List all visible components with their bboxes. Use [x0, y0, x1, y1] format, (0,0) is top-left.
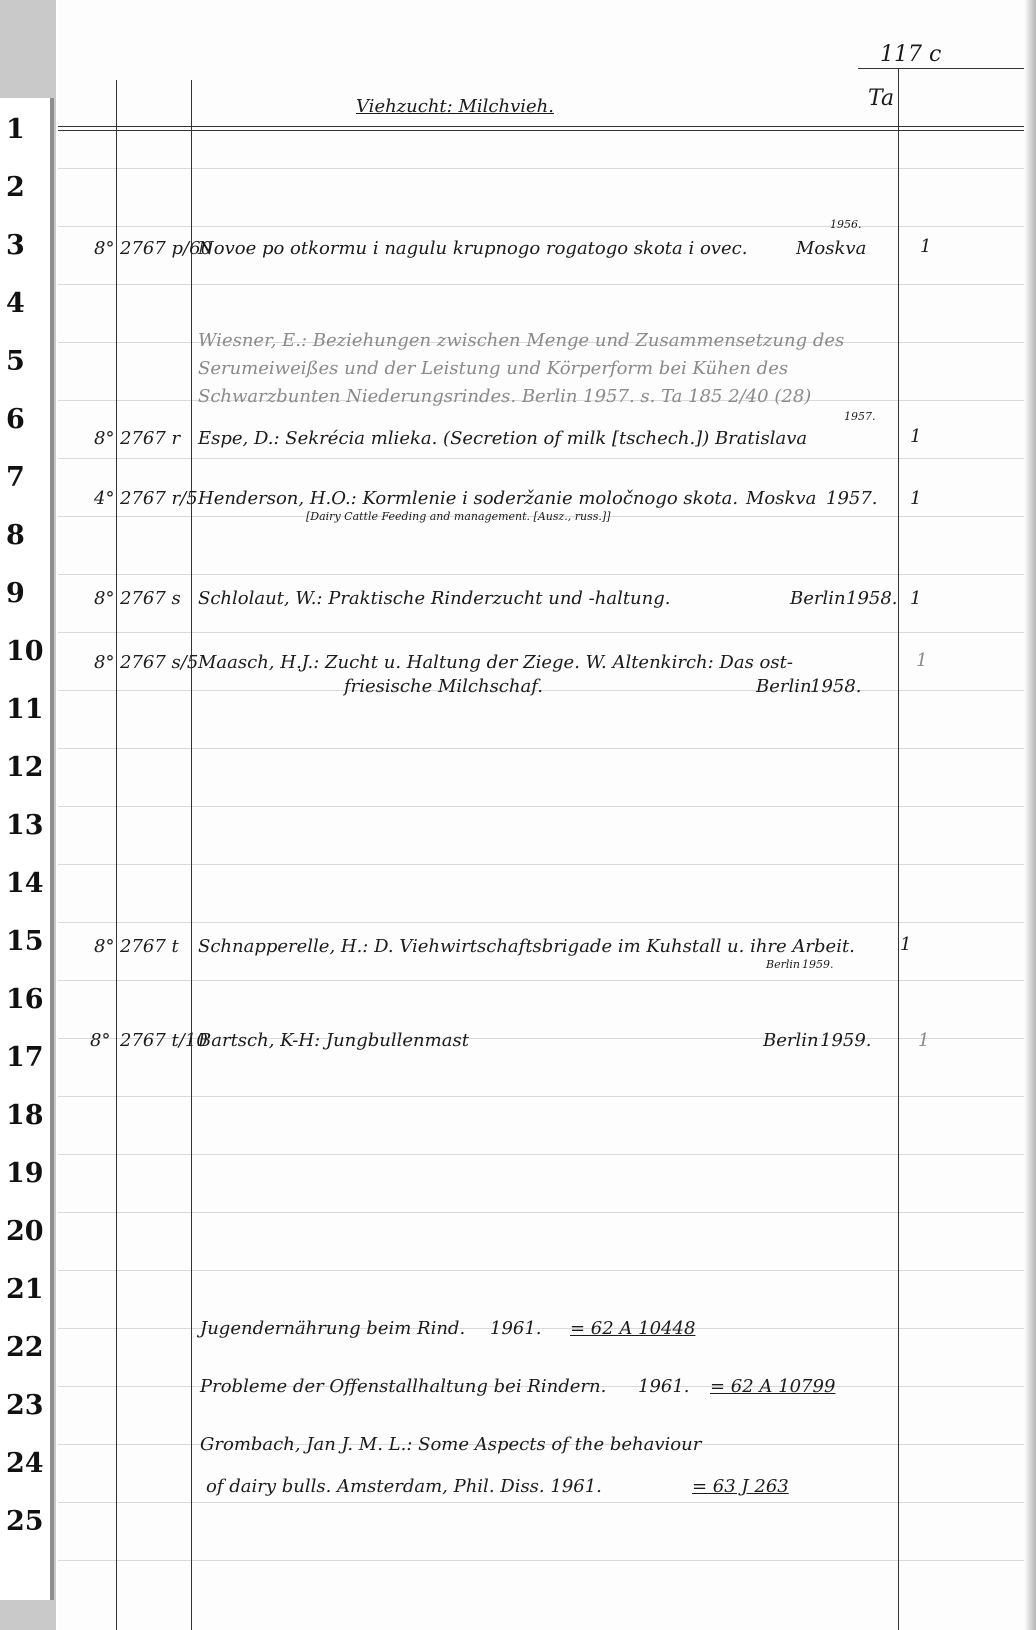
line-number: 11 [6, 694, 44, 725]
line-number: 3 [6, 230, 25, 261]
entry-count: 1 [910, 426, 922, 447]
line-number: 15 [6, 926, 44, 957]
page-title: Viehzucht: Milchvieh. [356, 96, 554, 117]
ruled-line [58, 1154, 1024, 1155]
ruled-line [58, 1212, 1024, 1213]
entry-shelfmark: = 62 A 10799 [710, 1376, 836, 1397]
entry-line: friesische Milchschaf. [344, 676, 543, 697]
column-line [898, 68, 899, 1630]
ruled-line [58, 922, 1024, 923]
entry-shelfmark: 2767 p/60 [120, 238, 213, 259]
line-number: 8 [6, 520, 25, 551]
line-number: 24 [6, 1448, 44, 1479]
entry-count: 1 [920, 236, 932, 257]
entry-place: Moskva [746, 488, 817, 509]
entry-title: Wiesner, E.: Beziehungen zwischen Menge und Zusammensetzung des [198, 330, 845, 351]
entry-format: 8° [94, 652, 115, 673]
entry-shelfmark: 2767 t/10 [120, 1030, 208, 1051]
entry-year: 1959. [820, 1030, 872, 1051]
entry-count: 1 [910, 488, 922, 509]
ruled-line [58, 1096, 1024, 1097]
entry-count: 1 [916, 650, 928, 671]
entry-format: 8° [94, 428, 115, 449]
entry-shelfmark: = 62 A 10448 [570, 1318, 696, 1339]
entry-format: 8° [90, 1030, 111, 1051]
line-number: 13 [6, 810, 44, 841]
line-number: 6 [6, 404, 25, 435]
entry-title: Grombach, Jan J. M. L.: Some Aspects of the behaviour [200, 1434, 702, 1455]
entry-shelfmark: 2767 t [120, 936, 179, 957]
line-number: 25 [6, 1506, 44, 1537]
entry-line: Serumeiweißes und der Leistung und Körperform bei Kühen des [198, 358, 789, 379]
entry-count: 1 [918, 1030, 930, 1051]
ledger-page [58, 0, 1024, 1630]
entry-format: 4° [94, 488, 115, 509]
line-number: 18 [6, 1100, 44, 1131]
entry-year: 1957. [826, 488, 878, 509]
line-number: 17 [6, 1042, 44, 1073]
entry-year: 1958. [846, 588, 898, 609]
entry-place: Berlin [766, 958, 800, 971]
column-line [116, 80, 117, 1630]
entry-shelfmark: = 63 J 263 [692, 1476, 789, 1497]
ruled-line [58, 1560, 1024, 1561]
header-rule [58, 126, 1024, 127]
entry-format: 8° [94, 238, 115, 259]
line-number: 23 [6, 1390, 44, 1421]
entry-count: 1 [910, 588, 922, 609]
header-rule [58, 130, 1024, 131]
column-line [191, 80, 192, 1630]
entry-title: Probleme der Offenstallhaltung bei Rindern. [200, 1376, 607, 1397]
entry-title: Schlolaut, W.: Praktische Rinderzucht und -haltung. [198, 588, 671, 609]
entry-line: Schwarzbunten Niederungsrindes. Berlin 1957. s. Ta 185 2/40 (28) [198, 386, 812, 407]
entry-format: 8° [94, 588, 115, 609]
line-number: 21 [6, 1274, 44, 1305]
entry-format: 8° [94, 936, 115, 957]
entry-shelfmark: 2767 s/5 [120, 652, 199, 673]
entry-place: Moskva [796, 238, 867, 259]
entry-year: 1957. [844, 410, 876, 423]
line-number: 14 [6, 868, 44, 899]
line-number-strip [0, 98, 50, 1600]
gutter-edge [50, 98, 54, 1600]
entry-year: 1961. [490, 1318, 542, 1339]
ruled-line [58, 864, 1024, 865]
ruled-line [58, 574, 1024, 575]
ruled-line [58, 806, 1024, 807]
entry-year: 1956. [830, 218, 862, 231]
line-number: 16 [6, 984, 44, 1015]
line-number: 10 [6, 636, 44, 667]
entry-subtitle: [Dairy Cattle Feeding and management. [Ausz., russ.]] [306, 510, 611, 523]
entry-title: Jugendernährung beim Rind. [200, 1318, 466, 1339]
ruled-line [58, 458, 1024, 459]
line-number: 19 [6, 1158, 44, 1189]
ruled-line [58, 226, 1024, 227]
line-number: 4 [6, 288, 25, 319]
line-number: 12 [6, 752, 44, 783]
entry-line: of dairy bulls. Amsterdam, Phil. Diss. 1961. [206, 1476, 602, 1497]
entry-title: Henderson, H.O.: Kormlenie i soderžanie moločnogo skota. [198, 488, 739, 509]
line-number: 20 [6, 1216, 44, 1247]
page-number: 117 c [880, 42, 942, 67]
ruled-line [58, 284, 1024, 285]
entry-title: Bartsch, K-H: Jungbullenmast [198, 1030, 469, 1051]
entry-year: 1961. [638, 1376, 690, 1397]
entry-place: Berlin [790, 588, 846, 609]
entry-shelfmark: 2767 s [120, 588, 181, 609]
entry-place: Berlin [756, 676, 812, 697]
line-number: 2 [6, 172, 25, 203]
line-number: 9 [6, 578, 25, 609]
entry-year: 1959. [802, 958, 834, 971]
ruled-line [58, 168, 1024, 169]
line-number: 1 [6, 114, 25, 145]
page-number-rule [858, 68, 1024, 69]
entry-title: Espe, D.: Sekrécia mlieka. (Secretion of milk [tschech.]) Bratislava [198, 428, 808, 449]
page-edge-shadow [1024, 0, 1036, 1630]
entry-count: 1 [900, 934, 912, 955]
entry-shelfmark: 2767 r [120, 428, 181, 449]
ruled-line [58, 1502, 1024, 1503]
ruled-line [58, 980, 1024, 981]
entry-year: 1958. [810, 676, 862, 697]
entry-shelfmark: 2767 r/5 [120, 488, 198, 509]
entry-title: Schnapperelle, H.: D. Viehwirtschaftsbrigade im Kuhstall u. ihre Arbeit. [198, 936, 855, 957]
ruled-line [58, 1270, 1024, 1271]
ruled-line [58, 632, 1024, 633]
section-mark: Ta [868, 86, 895, 111]
entry-title: Maasch, H.J.: Zucht u. Haltung der Ziege. W. Altenkirch: Das ost- [198, 652, 793, 673]
line-number: 22 [6, 1332, 44, 1363]
ruled-line [58, 748, 1024, 749]
line-number: 5 [6, 346, 25, 377]
line-number: 7 [6, 462, 25, 493]
entry-title: Novoe po otkormu i nagulu krupnogo rogatogo skota i ovec. [198, 238, 748, 259]
entry-place: Berlin [763, 1030, 819, 1051]
